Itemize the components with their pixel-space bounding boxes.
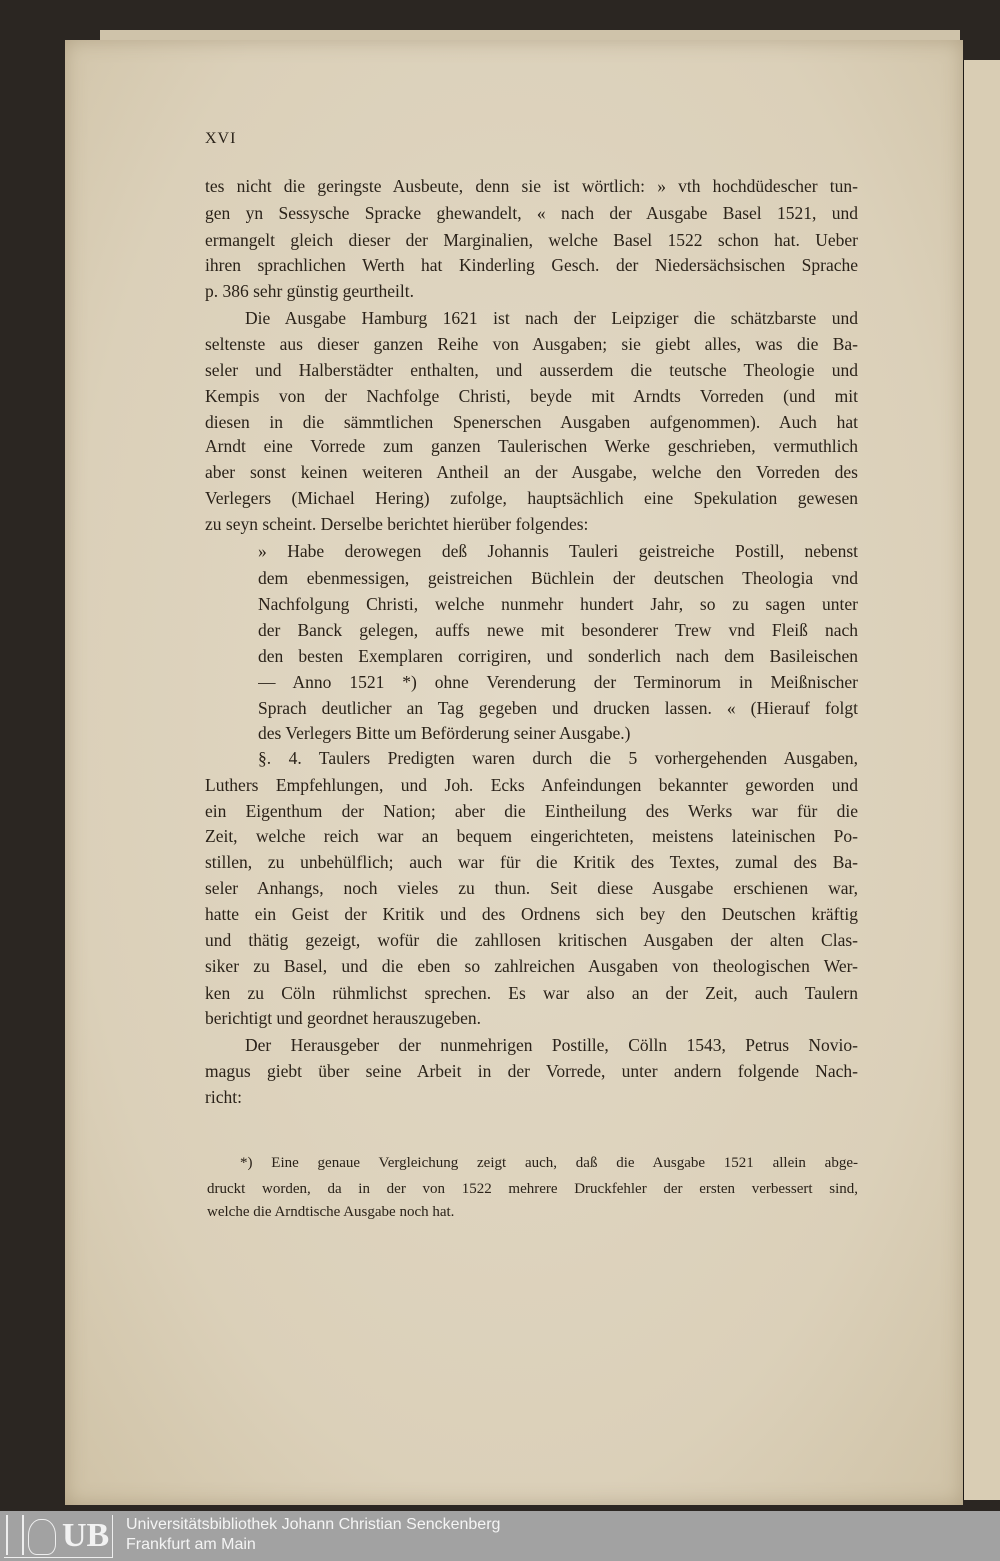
ub-logo[interactable]: [4, 1515, 113, 1558]
text-line: richt:: [205, 1087, 242, 1107]
text-line: ermangelt gleich dieser der Marginalien, welche Basel 1522 schon hat. Ueber: [205, 230, 858, 250]
text-line: Nachfolgung Christi, welche nunmehr hundert Jahr, so zu sagen unter: [258, 594, 858, 614]
footnote-line: welche die Arndtische Ausgabe noch hat.: [207, 1204, 455, 1220]
text-line: Kempis von der Nachfolge Christi, beyde mit Arndts Vorreden (und mit: [205, 386, 858, 406]
text-line: der Banck gelegen, auffs newe mit besonderer Trew vnd Fleiß nach: [258, 620, 858, 640]
text-line: magus giebt über seine Arbeit in der Vorrede, unter andern folgende Nach-: [205, 1061, 858, 1081]
text-line: Arndt eine Vorrede zum ganzen Taulerischen Werke geschrieben, vermuthlich: [205, 436, 858, 456]
text-line: stillen, zu unbehülflich; auch war für die Kritik des Textes, zumal des Ba-: [205, 852, 858, 872]
institution-city: Frankfurt am Main: [126, 1536, 256, 1553]
text-line: seltenste aus dieser ganzen Reihe von Ausgaben; sie giebt alles, was die Ba-: [205, 334, 858, 354]
institution-name: Universitätsbibliothek Johann Christian Senckenberg: [126, 1516, 501, 1533]
next-page-edge: [962, 60, 1000, 1500]
text-line: und thätig gezeigt, wofür die zahllosen kritischen Ausgaben der alten Clas-: [205, 930, 858, 950]
library-footer: [0, 1511, 1000, 1561]
text-line: des Verlegers Bitte um Beförderung seiner Ausgabe.): [258, 723, 631, 743]
text-line: — Anno 1521 *) ohne Verenderung der Terminorum in Meißnischer: [258, 672, 858, 692]
text-line: diesen in die sämmtlichen Spenerschen Ausgaben aufgenommen). Auch hat: [205, 412, 858, 432]
footnote-line: *) Eine genaue Vergleichung zeigt auch, daß die Ausgabe 1521 allein abge-: [240, 1155, 858, 1171]
text-line: tes nicht die geringste Ausbeute, denn sie ist wörtlich: » vth hochdüdescher tun-: [205, 176, 858, 196]
text-line: Zeit, welche reich war an bequem eingerichteten, meistens lateinischen Po-: [205, 826, 858, 846]
text-line: Der Herausgeber der nunmehrigen Postille, Cölln 1543, Petrus Novio-: [245, 1035, 858, 1055]
text-line: gen yn Sessysche Spracke ghewandelt, « nach der Ausgabe Basel 1521, und: [205, 203, 858, 223]
text-line: berichtigt und geordnet herauszugeben.: [205, 1008, 482, 1028]
text-line: ein Eigenthum der Nation; aber die Eintheilung des Werks war für die: [205, 801, 858, 821]
text-line: hatte ein Geist der Kritik und des Ordnens sich bey den Deutschen kräftig: [205, 904, 858, 924]
text-line: seler Anhangs, noch vieles zu thun. Seit diese Ausgabe erschienen war,: [205, 878, 858, 898]
text-line: » Habe derowegen deß Johannis Tauleri geistreiche Postill, nebenst: [258, 541, 858, 561]
page-number: XVI: [205, 130, 237, 147]
text-line: den besten Exemplaren corrigiren, und sonderlich nach dem Basileischen: [258, 646, 858, 666]
text-line: ken zu Cöln rühmlichst sprechen. Es war also an der Zeit, auch Taulern: [205, 983, 858, 1003]
text-line: siker zu Basel, und die eben so zahlreichen Ausgaben von theologischen Wer-: [205, 956, 858, 976]
text-line: Verlegers (Michael Hering) zufolge, hauptsächlich eine Spekulation gewesen: [205, 488, 858, 508]
text-line: Die Ausgabe Hamburg 1621 ist nach der Leipziger die schätzbarste und: [245, 308, 858, 328]
logo-book-icon: [6, 1515, 24, 1555]
text-line: p. 386 sehr günstig geurtheilt.: [205, 281, 415, 301]
text-line: seler und Halberstädter enthalten, und ausserdem die teutsche Theologie und: [205, 360, 858, 380]
text-line: dem ebenmessigen, geistreichen Büchlein der deutschen Theologia vnd: [258, 568, 858, 588]
text-line: Sprach deutlicher an Tag gegeben und drucken lassen. « (Hierauf folgt: [258, 698, 858, 718]
footnote-line: druckt worden, da in der von 1522 mehrere Druckfehler der ersten verbessert sind,: [207, 1181, 858, 1197]
text-line: zu seyn scheint. Derselbe berichtet hierüber folgendes:: [205, 514, 589, 534]
text-line: §. 4. Taulers Predigten waren durch die 5 vorhergehenden Ausgaben,: [258, 748, 858, 768]
logo-portrait-icon: [28, 1519, 56, 1555]
text-line: Luthers Empfehlungen, und Joh. Ecks Anfeindungen bekannter geworden und: [205, 775, 858, 795]
text-line: ihren sprachlichen Werth hat Kinderling Gesch. der Niedersächsischen Sprache: [205, 255, 858, 275]
text-line: aber sonst keinen weiteren Antheil an der Ausgabe, welche den Vorreden des: [205, 462, 858, 482]
logo-text: UB: [62, 1517, 110, 1554]
